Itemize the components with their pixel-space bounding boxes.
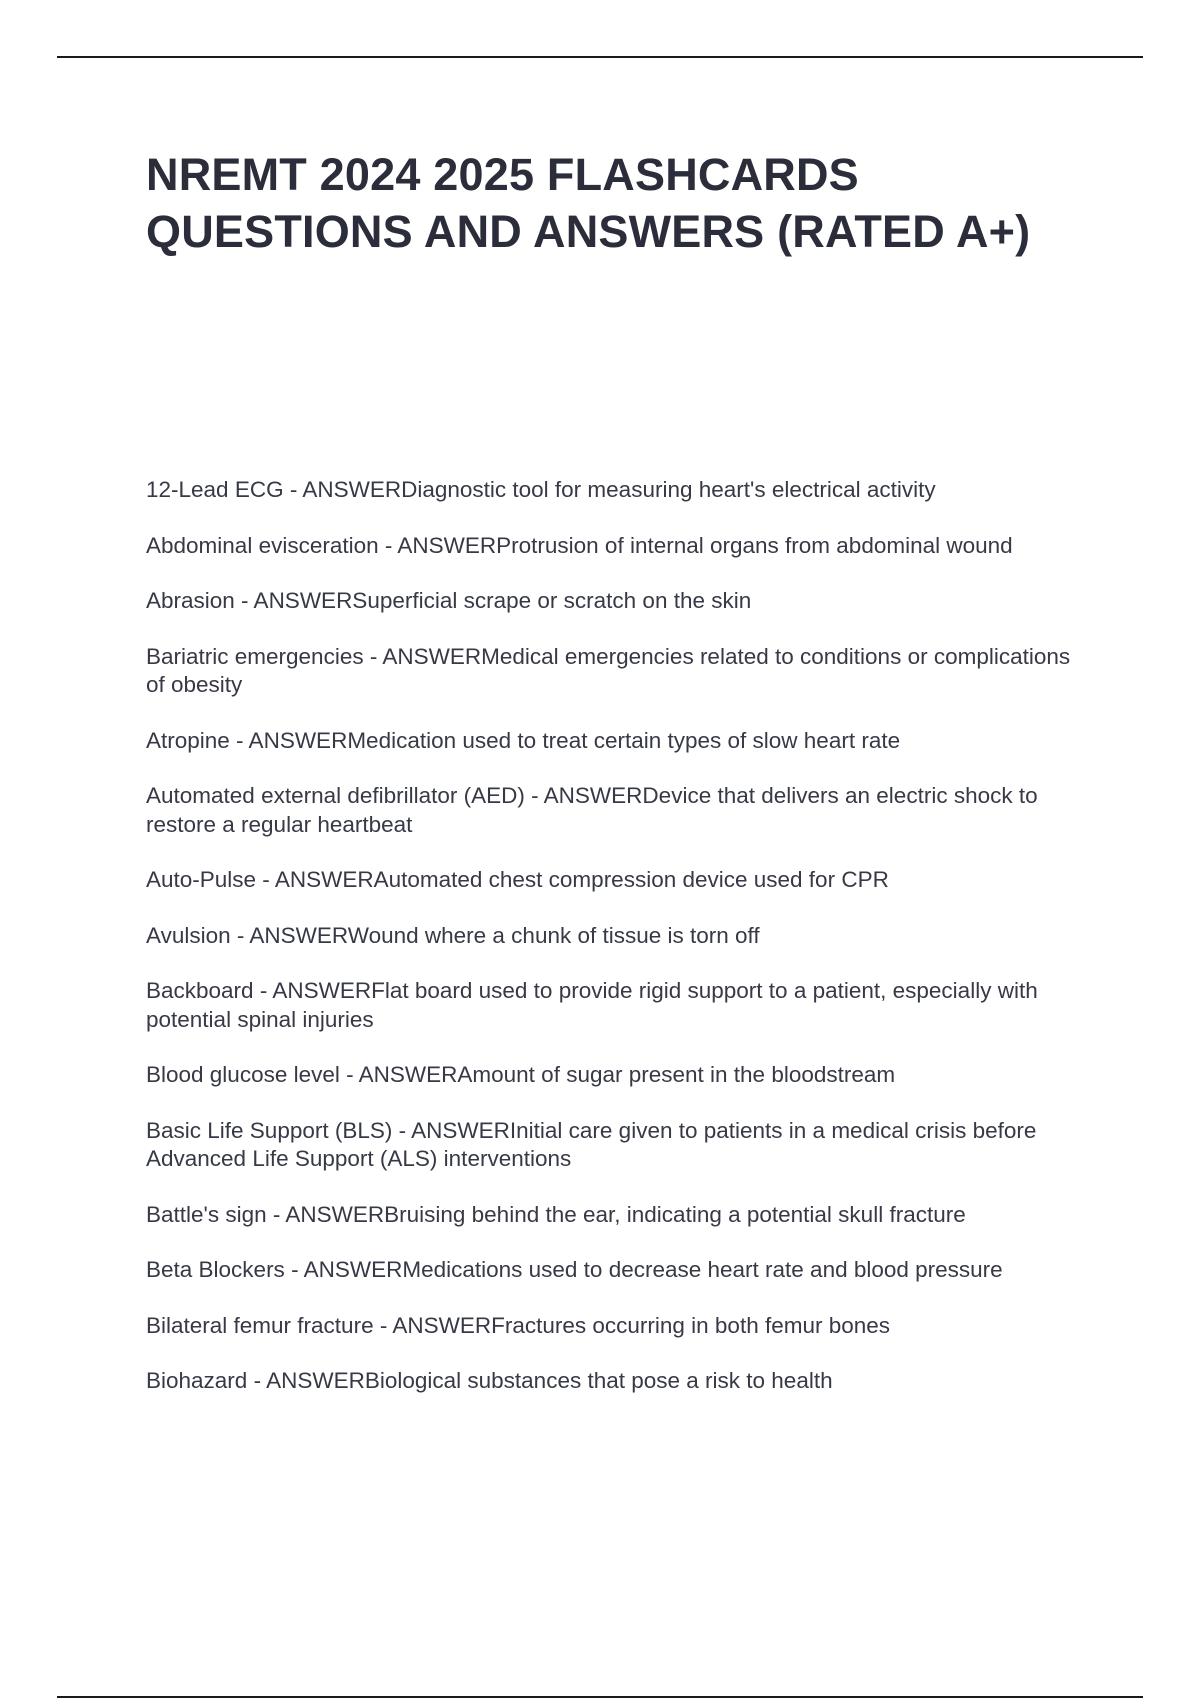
flashcard-entry: Backboard - ANSWERFlat board used to provide rigid support to a patient, especially with potential spinal injuries: [146, 978, 1038, 1032]
flashcard-list: [146, 476, 1086, 1423]
flashcard-entry: Bariatric emergencies - ANSWERMedical emergencies related to conditions or complications of obesity: [146, 643, 1071, 697]
flashcard-entry: Blood glucose level - ANSWERAmount of sugar present in the bloodstream: [146, 1062, 896, 1087]
flashcard-entry: Automated external defibrillator (AED) - ANSWERDevice that delivers an electric shock to restore a regular heartbeat: [146, 783, 1038, 837]
flashcard-entry: Beta Blockers - ANSWERMedications used to decrease heart rate and blood pressure: [146, 1257, 1003, 1282]
document-title: NREMT 2024 2025 FLASHCARDS QUESTIONS AND ANSWERS (RATED A+): [146, 149, 1031, 257]
flashcard-entry: Abrasion - ANSWERSuperficial scrape or scratch on the skin: [146, 588, 752, 613]
flashcard-entry: Auto-Pulse - ANSWERAutomated chest compression device used for CPR: [146, 867, 889, 892]
flashcard-entry: 12-Lead ECG - ANSWERDiagnostic tool for measuring heart's electrical activity: [146, 477, 936, 502]
flashcard-entry: Basic Life Support (BLS) - ANSWERInitial care given to patients in a medical crisis before Advanced Life Support (ALS) interventions: [146, 1117, 1037, 1171]
flashcard-entry: Biohazard - ANSWERBiological substances that pose a risk to health: [146, 1368, 833, 1393]
flashcard-entry: Bilateral femur fracture - ANSWERFractures occurring in both femur bones: [146, 1312, 891, 1338]
flashcard-entry: Avulsion - ANSWERWound where a chunk of tissue is torn off: [146, 922, 760, 948]
top-divider: [57, 56, 1143, 58]
bottom-divider: [57, 1696, 1143, 1698]
flashcard-entry: Atropine - ANSWERMedication used to treat certain types of slow heart rate: [146, 727, 901, 753]
flashcard-entry: Battle's sign - ANSWERBruising behind the ear, indicating a potential skull fracture: [146, 1201, 966, 1227]
flashcard-entry: Abdominal evisceration - ANSWERProtrusion of internal organs from abdominal wound: [146, 532, 1013, 558]
